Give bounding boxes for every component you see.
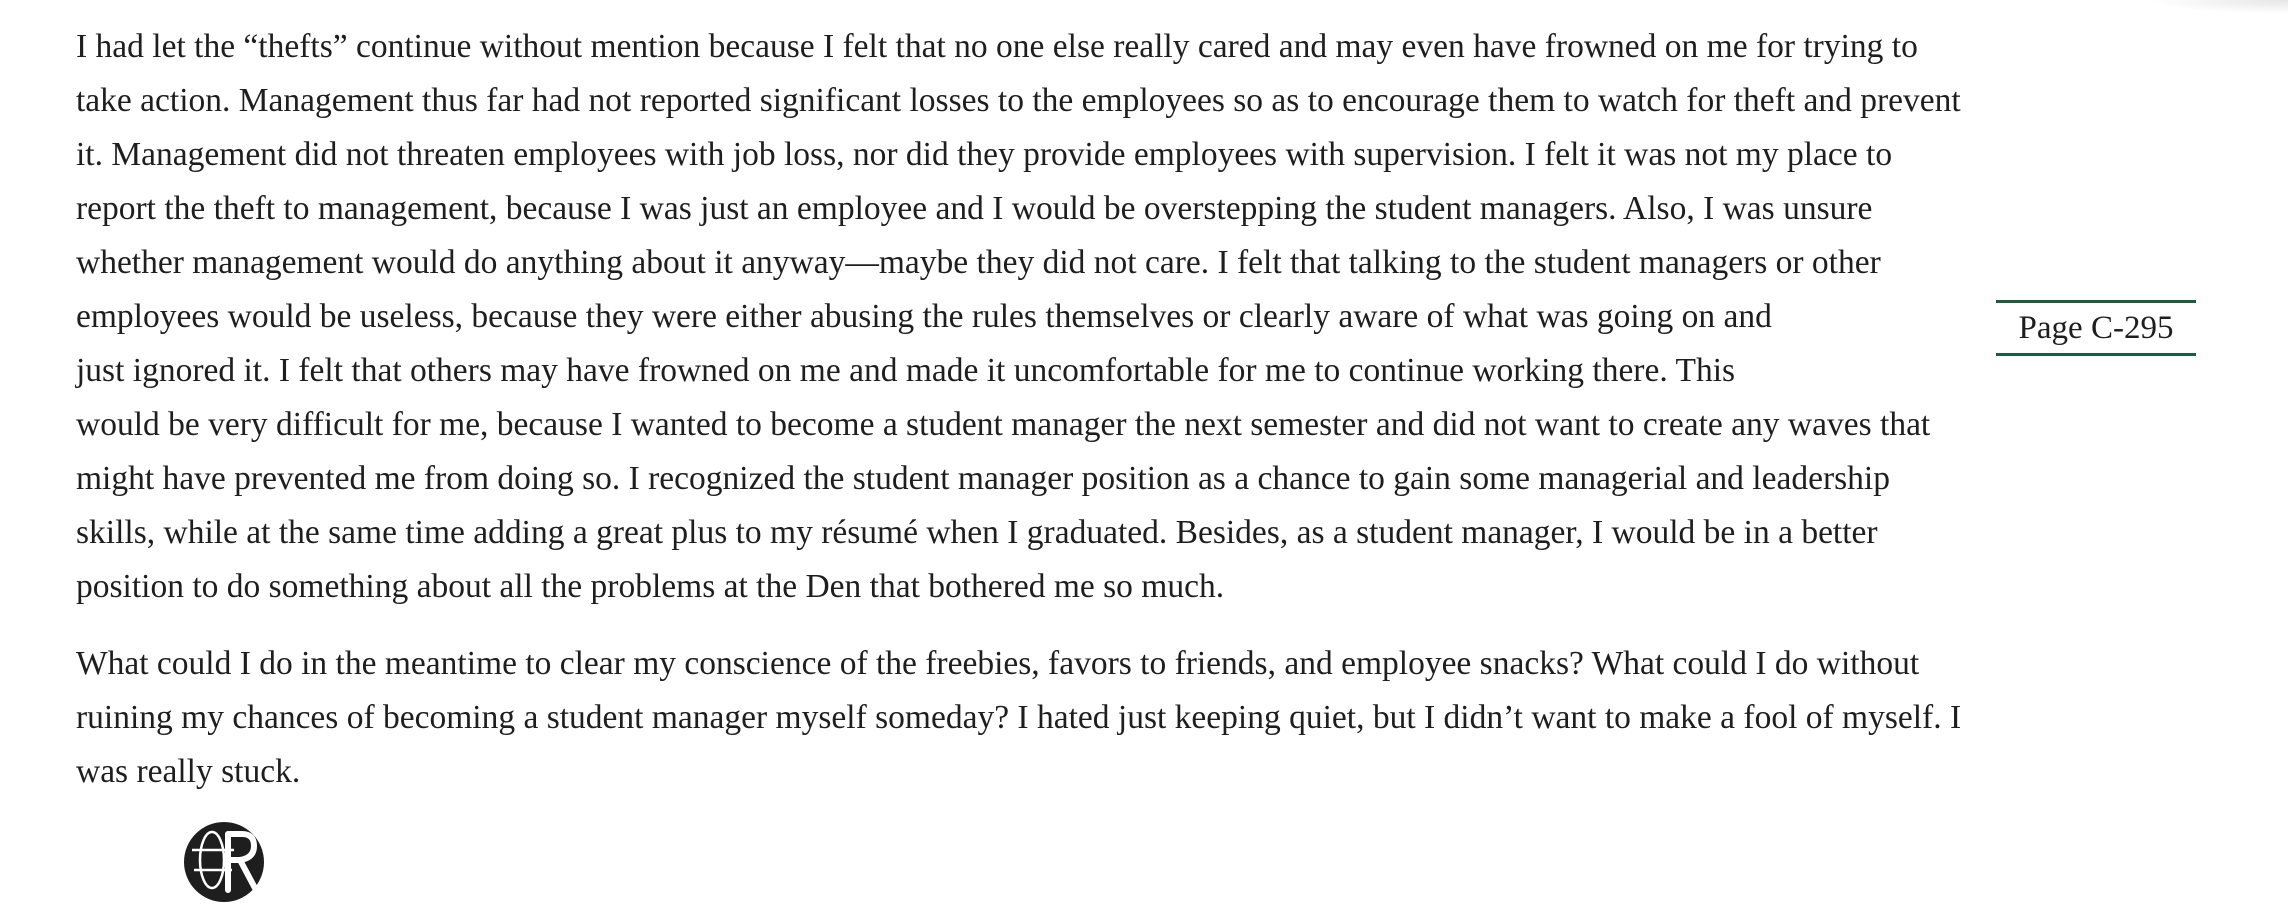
text-line: whether management would do anything about it anyway—maybe they did not care. I felt that talking to the student managers or other <box>76 244 1881 281</box>
paragraph-1 <box>76 20 2216 614</box>
text-line: would be very difficult for me, because I wanted to become a student manager the next semester and did not want to create any waves that <box>76 406 1931 443</box>
text-line: skills, while at the same time adding a great plus to my résumé when I graduated. Besides, as a student manager, I would be in a better <box>76 514 1878 551</box>
text-line: employees would be useless, because they were either abusing the rules themselves or clearly aware of what was going on and <box>76 298 1772 335</box>
text-line: position to do something about all the problems at the Den that bothered me so much. <box>76 568 1225 605</box>
document-body <box>76 20 2216 799</box>
text-line: I had let the “thefts” continue without mention because I felt that no one else really cared and may even have frowned on me for trying to <box>76 28 1918 65</box>
text-line: it. Management did not threaten employees with job loss, nor did they provide employees with supervision. I felt it was not my place to <box>76 136 1893 173</box>
page-number-marker <box>1996 300 2196 356</box>
page-number-label: Page C-295 <box>2018 309 2174 346</box>
text-line: was really stuck. <box>76 753 301 790</box>
text-line: might have prevented me from doing so. I recognized the student manager position as a chance to gain some managerial and leadership <box>76 460 1890 497</box>
text-line: ruining my chances of becoming a student manager myself someday? I hated just keeping quiet, but I didn’t want to make a fool of myself. I <box>76 699 1962 736</box>
paragraph-2 <box>76 637 2216 799</box>
corner-shadow <box>2148 0 2288 14</box>
text-line: What could I do in the meantime to clear my conscience of the freebies, favors to friends, and employee snacks? What could I do without <box>76 645 1920 682</box>
text-line: take action. Management thus far had not reported significant losses to the employees so as to encourage them to watch for theft and prevent <box>76 82 1961 119</box>
text-line: just ignored it. I felt that others may have frowned on me and made it uncomfortable for me to continue working there. This <box>76 352 1736 389</box>
text-line: report the theft to management, because I was just an employee and I would be overstepping the student managers. Also, I was unsure <box>76 190 1873 227</box>
publisher-logo-icon <box>182 820 266 904</box>
